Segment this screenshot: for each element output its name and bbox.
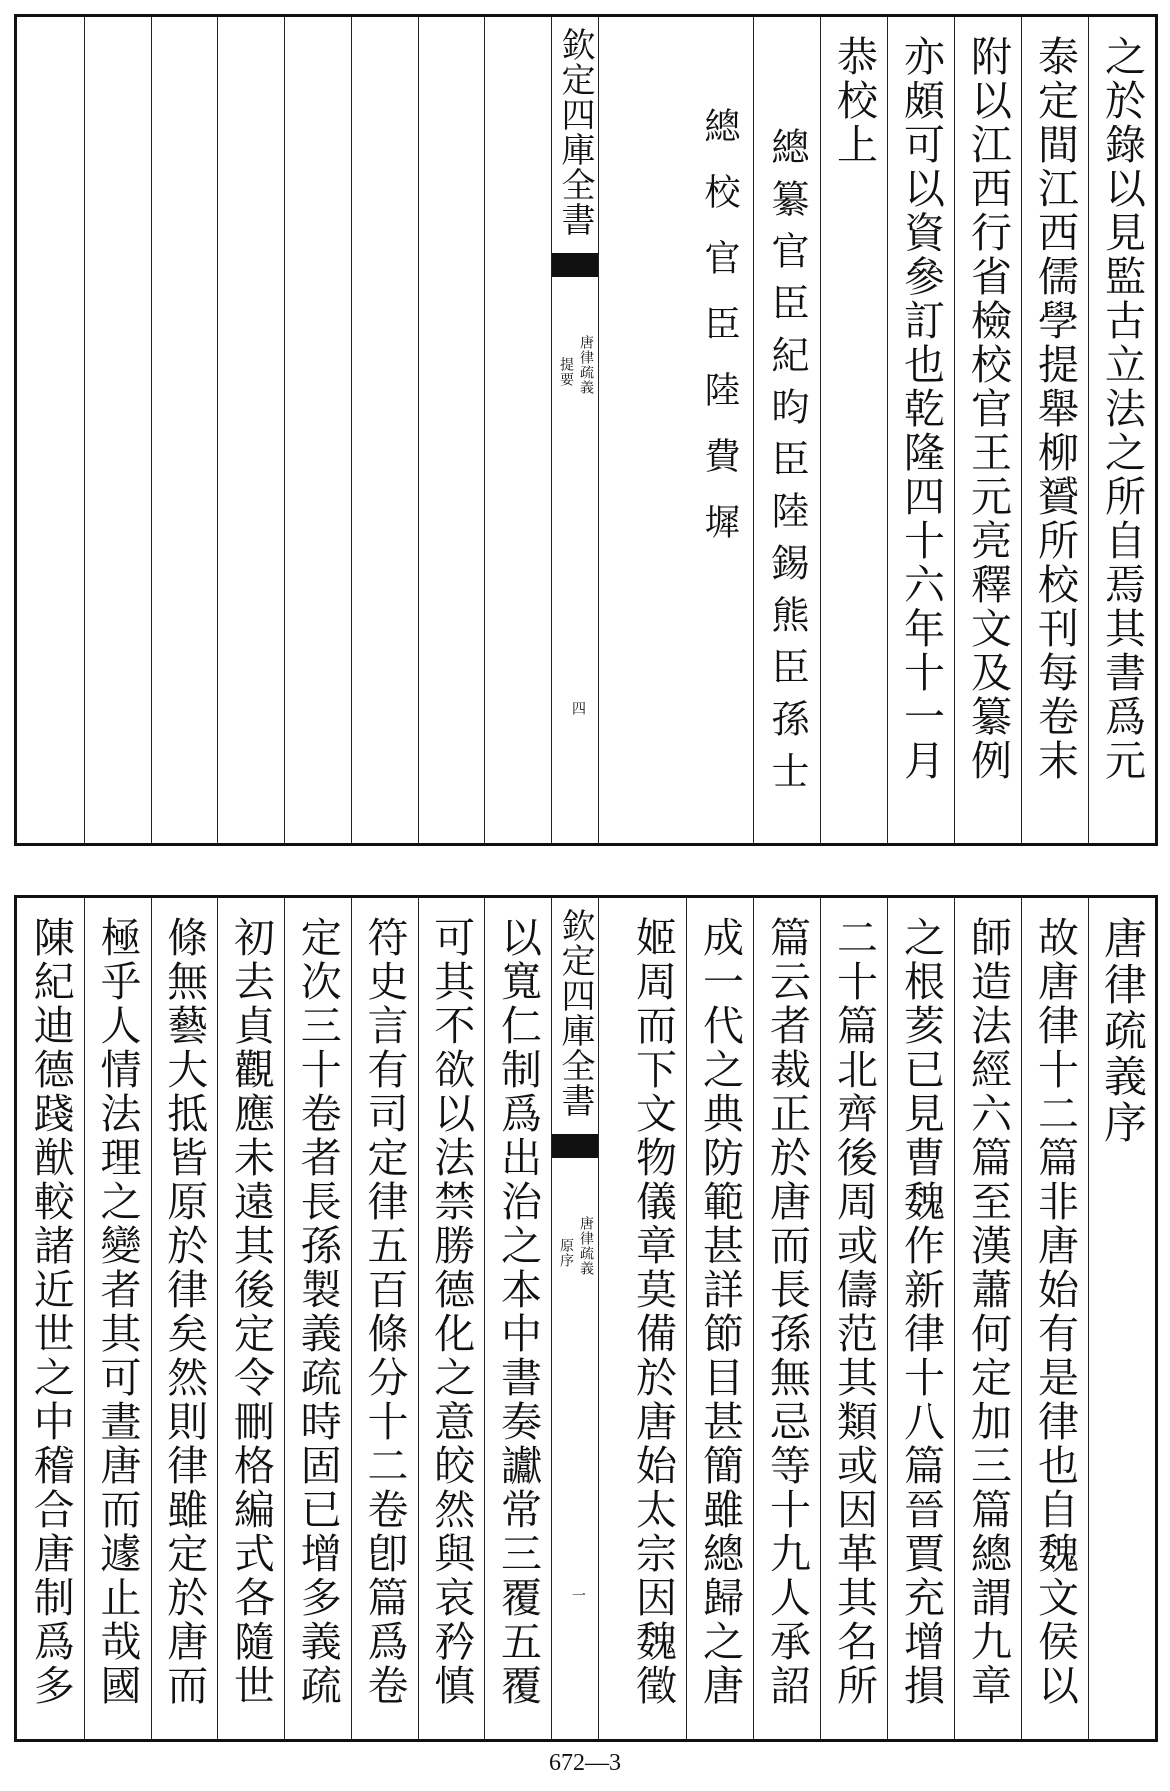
empty-column bbox=[484, 17, 551, 843]
fold-strip bbox=[551, 17, 599, 843]
text-column: 姬周而下文物儀章莫備於唐始太宗因魏徵 bbox=[629, 916, 677, 1708]
fold-section: 原序 bbox=[558, 1238, 574, 1268]
signature-column: 總校官臣陸費墀 bbox=[699, 107, 740, 569]
empty-column bbox=[151, 17, 218, 843]
empty-column bbox=[284, 17, 351, 843]
fold-leaf-number: 一 bbox=[570, 1588, 586, 1602]
empty-column bbox=[351, 17, 418, 843]
text-column: 陳紀迪德踐猷較諸近世之中稽合唐制爲多 bbox=[26, 916, 75, 1708]
text-column: 亦頗可以資參訂也乾隆四十六年十一月 bbox=[887, 17, 954, 843]
text-column: 之於錄以見監古立法之所自焉其書爲元 bbox=[1088, 17, 1155, 843]
text-column: 以寬仁制爲出治之本中書奏讞常三覆五覆 bbox=[484, 898, 551, 1739]
top-right-columns bbox=[593, 17, 1155, 843]
text-column: 師造法經六篇至漢蕭何定加三篇總謂九章 bbox=[954, 898, 1021, 1739]
empty-column bbox=[17, 17, 84, 843]
top-left-columns bbox=[17, 17, 551, 843]
text-column: 之根荄已見曹魏作新律十八篇晉賈充增損 bbox=[887, 898, 954, 1739]
fishtail-mark bbox=[552, 1134, 598, 1158]
empty-column bbox=[418, 17, 485, 843]
text-column: 篇云者裁正於唐而長孫無忌等十九人承詔 bbox=[753, 898, 820, 1739]
fishtail-mark bbox=[552, 253, 598, 277]
text-column: 初去貞觀應未遠其後定令刪格編式各隨世 bbox=[217, 898, 284, 1739]
fold-book-title: 唐律疏義 bbox=[578, 1216, 594, 1276]
empty-column bbox=[84, 17, 151, 843]
text-column: 二十篇北齊後周或儔范其類或因革其名所 bbox=[820, 898, 887, 1739]
bottom-left-columns bbox=[17, 898, 551, 1739]
top-page bbox=[14, 14, 1158, 846]
empty-column bbox=[217, 17, 284, 843]
signature-column: 總纂官臣紀昀臣陸錫熊臣孫士 bbox=[753, 17, 820, 843]
text-column: 符史言有司定律五百條分十二卷卽篇爲卷 bbox=[351, 898, 418, 1739]
bottom-right-columns bbox=[593, 898, 1155, 1739]
text-column: 恭校上 bbox=[820, 17, 887, 843]
text-column: 泰定間江西儒學提舉柳贇所校刊每卷末 bbox=[1021, 17, 1088, 843]
text-column: 故唐律十二篇非唐始有是律也自魏文侯以 bbox=[1021, 898, 1088, 1739]
fold-title: 欽定四庫全書 bbox=[555, 908, 595, 1118]
preface-heading: 唐律疏義序 bbox=[1088, 898, 1155, 1739]
fold-strip bbox=[551, 898, 599, 1739]
text-column: 附以江西行省檢校官王元亮釋文及纂例 bbox=[954, 17, 1021, 843]
fold-book-title: 唐律疏義 bbox=[578, 335, 594, 395]
fold-leaf-number: 四 bbox=[570, 701, 586, 715]
fold-title: 欽定四庫全書 bbox=[555, 27, 595, 237]
text-column: 條無藝大抵皆原於律矣然則律雖定於唐而 bbox=[151, 898, 218, 1739]
text-column: 成一代之典防範甚詳節目甚簡雖總歸之唐 bbox=[686, 898, 753, 1739]
text-column: 定次三十卷者長孫製義疏時固已增多義疏 bbox=[284, 898, 351, 1739]
text-column: 極乎人情法理之變者其可晝唐而遽止哉國 bbox=[84, 898, 151, 1739]
bottom-page bbox=[14, 895, 1158, 1742]
page-number: 672—3 bbox=[549, 1750, 621, 1776]
text-column: 可其不欲以法禁勝德化之意皎然與哀矜慎 bbox=[418, 898, 485, 1739]
fold-section: 提要 bbox=[558, 357, 574, 387]
